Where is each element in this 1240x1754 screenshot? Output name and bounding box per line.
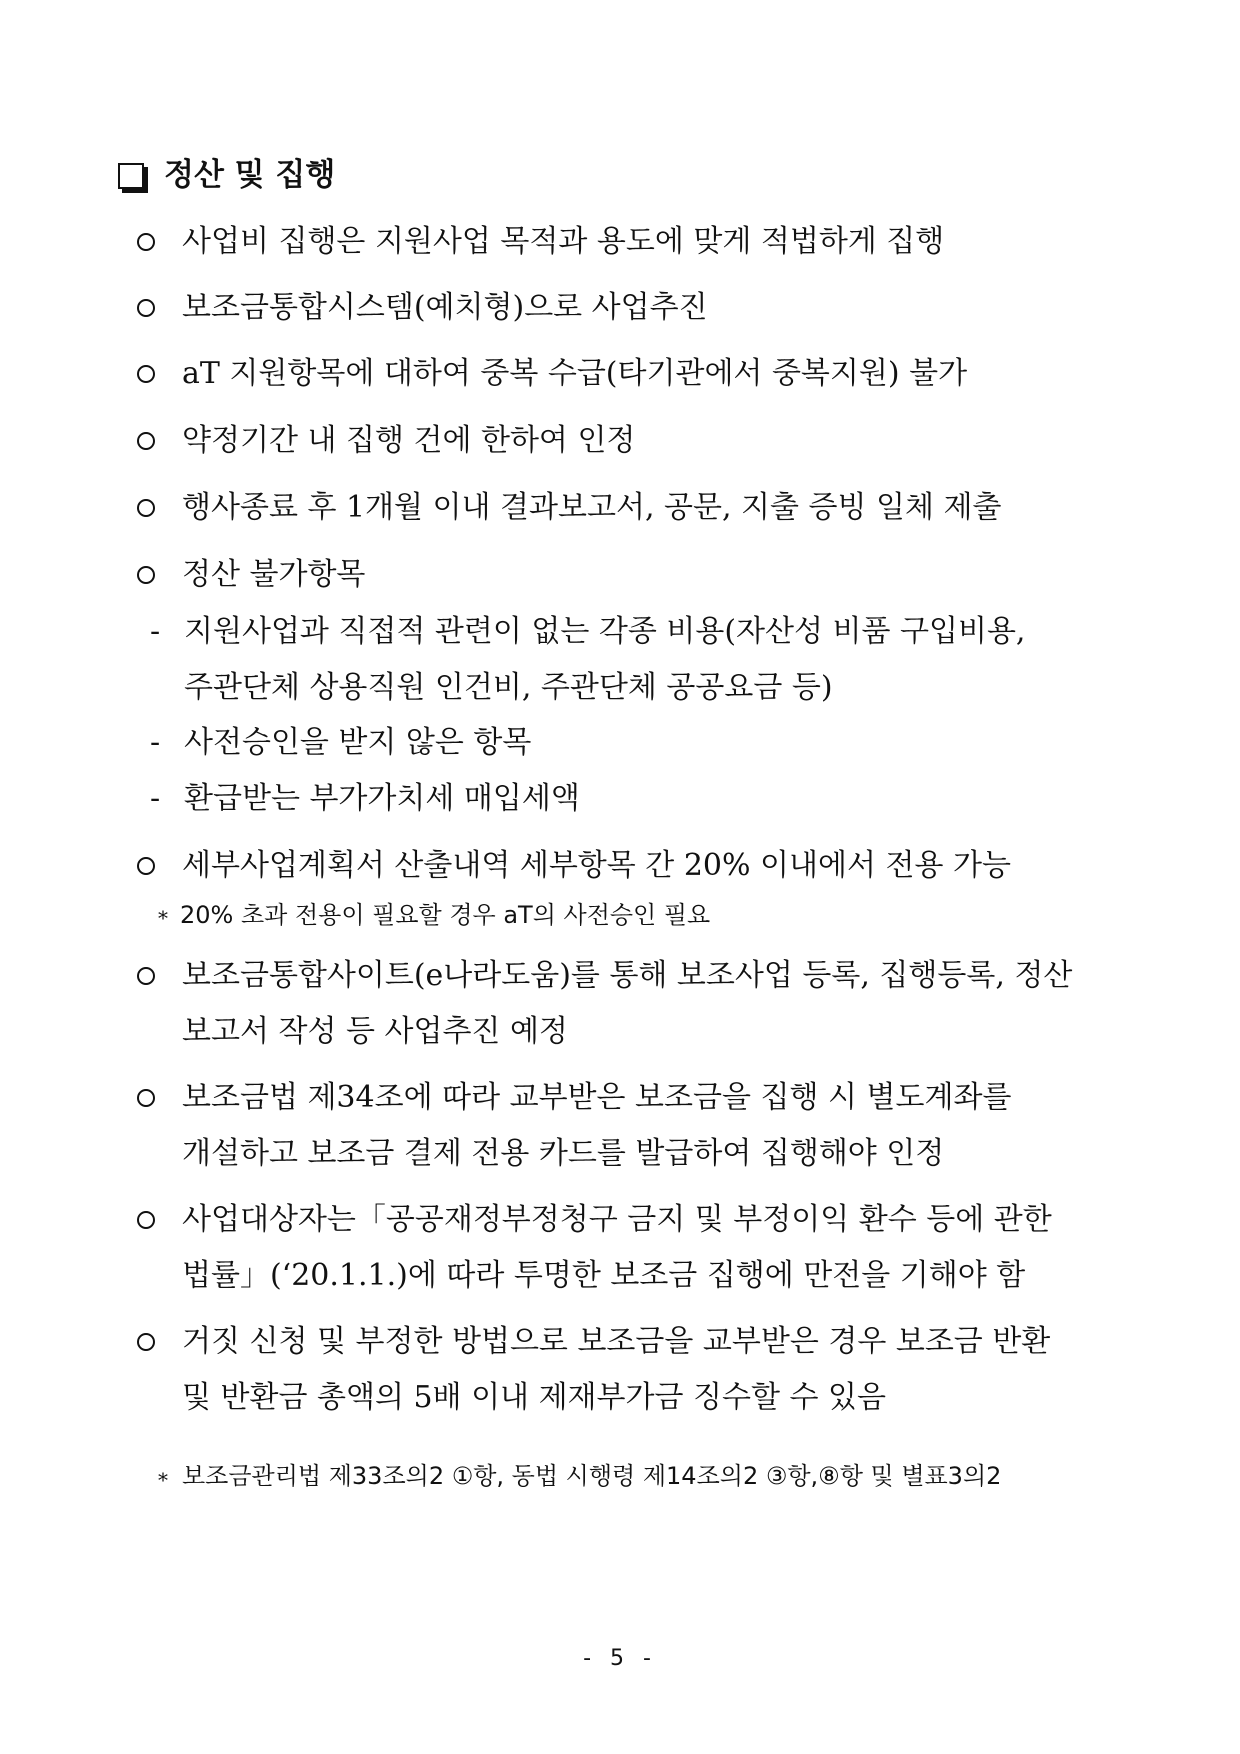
list-item-text: 보조금통합시스템(예치형)으로 사업추진 — [182, 290, 708, 325]
list-item-text: 세부사업계획서 산출내역 세부항목 간 20% 이내에서 전용 가능 — [182, 848, 1011, 883]
list-item-text: aT 지원항목에 대하여 중복 수급(타기관에서 중복지원) 불가 — [182, 356, 968, 391]
footnote-text: 보조금관리법 제33조의2 ①항, 동법 시행령 제14조의2 ③항,⑧항 및 별표3의2 — [182, 1462, 1002, 1490]
sub-item-text: 주관단체 상용직원 인건비, 주관단체 공공요금 등) — [184, 670, 833, 705]
circle-bullet-icon — [137, 857, 155, 875]
list-item-text: 개설하고 보조금 결제 전용 카드를 발급하여 집행해야 인정 — [182, 1136, 945, 1171]
list-item-text: 사업비 집행은 지원사업 목적과 용도에 맞게 적법하게 집행 — [182, 224, 945, 259]
circle-bullet-icon — [137, 499, 155, 517]
list-item-text: 정산 불가항목 — [182, 557, 366, 592]
list-item-text: 보조금통합사이트(e나라도움)를 통해 보조사업 등록, 집행등록, 정산 — [182, 958, 1073, 993]
list-item-text: 및 반환금 총액의 5배 이내 제재부가금 징수할 수 있음 — [182, 1380, 886, 1415]
circle-bullet-icon — [137, 1089, 155, 1107]
sub-item-text: 사전승인을 받지 않은 항목 — [184, 725, 532, 760]
circle-bullet-icon — [137, 1333, 155, 1351]
sub-item-text: 환급받는 부가가치세 매입세액 — [184, 781, 580, 816]
sub-item-text: 지원사업과 직접적 관련이 없는 각종 비용(자산성 비품 구입비용, — [184, 614, 1026, 649]
section-heading: 정산 및 집행 — [164, 157, 336, 193]
list-item-text: 보고서 작성 등 사업추진 예정 — [182, 1014, 568, 1049]
circle-bullet-icon — [137, 432, 155, 450]
asterisk-icon: * — [158, 1468, 168, 1492]
list-item-text: 거짓 신청 및 부정한 방법으로 보조금을 교부받은 경우 보조금 반환 — [182, 1324, 1051, 1359]
circle-bullet-icon — [137, 365, 155, 383]
dash-bullet-icon: - — [150, 725, 161, 760]
list-item-text: 보조금법 제34조에 따라 교부받은 보조금을 집행 시 별도계좌를 — [182, 1080, 1012, 1115]
dash-bullet-icon: - — [150, 781, 161, 816]
list-item-text: 법률」(‘20.1.1.)에 따라 투명한 보조금 집행에 만전을 기해야 함 — [182, 1258, 1026, 1293]
circle-bullet-icon — [137, 566, 155, 584]
list-item-text: 사업대상자는「공공재정부정청구 금지 및 부정이익 환수 등에 관한 — [182, 1202, 1052, 1237]
asterisk-icon: * — [158, 906, 168, 930]
list-item-text: 행사종료 후 1개월 이내 결과보고서, 공문, 지출 증빙 일체 제출 — [182, 490, 1002, 525]
page-number: - 5 - — [583, 1646, 657, 1671]
checkbox-square-icon — [118, 163, 144, 189]
footnote-text: 20% 초과 전용이 필요할 경우 aT의 사전승인 필요 — [180, 901, 711, 929]
circle-bullet-icon — [137, 1211, 155, 1229]
circle-bullet-icon — [137, 967, 155, 985]
circle-bullet-icon — [137, 233, 155, 251]
list-item-text: 약정기간 내 집행 건에 한하여 인정 — [182, 423, 636, 458]
dash-bullet-icon: - — [150, 614, 161, 649]
circle-bullet-icon — [137, 299, 155, 317]
